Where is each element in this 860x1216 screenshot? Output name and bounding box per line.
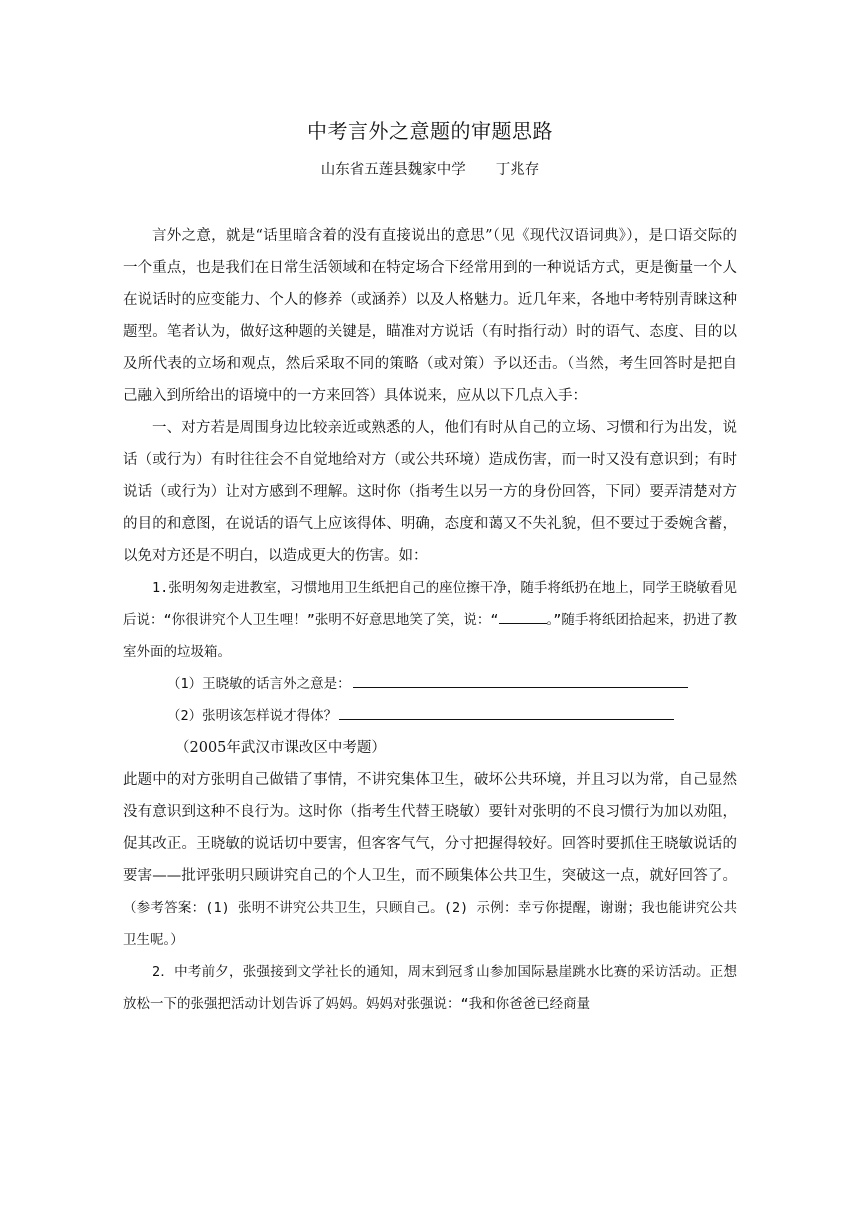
answer-line-2 <box>339 705 674 720</box>
question-source: （2005年武汉市课改区中考题） <box>175 740 386 756</box>
author-line <box>0 158 860 179</box>
question-one-text: 1.张明匆匆走进教室，习惯地用卫生纸把自己的座位擦干净，随手将纸扔在地上，同学王晓敏看见后说：“你很讲究个人卫生哩！”张明不好意思地笑了笑，说：“ <box>123 580 737 628</box>
question-one-sub1 <box>123 668 737 700</box>
analysis-paragraph <box>123 764 737 956</box>
author-name: 丁兆存 <box>495 162 540 178</box>
intro-paragraph: 言外之意，就是“话里暗含着的没有直接说出的意思”（见《现代汉语词典》），是口语交际的一个重点，也是我们在日常生活领域和在特定场合下经常用到的一种说话方式，更是衡量一个人在说话时的应变能力、个人的修养（或涵养）以及人格魅力。近几年来，各地中考特别青睐这种题型。笔者认为，做好这种题的关键是，瞄准对方说话（有时指行动）时的语气、态度、目的以及所代表的立场和观点，然后采取不同的策略（或对策）予以还击。（当然，考生回答时是把自己融入到所给出的语境中的一方来回答）具体说来，应从以下几点入手： <box>123 228 737 404</box>
analysis-text: 此题中的对方张明自己做错了事情，不讲究集体卫生，破坏公共环境，并且习以为常，自己显然没有意识到这种不良行为。这时你（指考生代替王晓敏）要针对张明的不良习惯行为加以劝阻，促其改正。王晓敏的说话切中要害，但客客气气，分寸把握得较好。回答时要抓住王晓敏说话的要害——批评张明只顾讲究自己的个人卫生，而不顾集体公共卫生，突破这一点，就好回答了。 <box>123 772 737 884</box>
point-one-paragraph: 一、对方若是周围身边比较亲近或熟悉的人，他们有时从自己的立场、习惯和行为出发，说话（或行为）有时往往会不自觉地给对方（或公共环境）造成伤害，而一时又没有意识到；有时说话（或行为）让对方感到不理解。这时你（指考生以另一方的身份回答，下同）要弄清楚对方的目的和意图，在说话的语气上应该得体、明确，态度和蔼又不失礼貌，但不要过于委婉含蓄，以免对方还是不明白，以造成更大的伤害。如： <box>123 420 737 564</box>
question-two: 2．中考前夕，张强接到文学社长的通知，周末到冠豸山参加国际悬崖跳水比赛的采访活动。正想放松一下的张强把活动计划告诉了妈妈。妈妈对张强说：“我和你爸爸已经商量 <box>123 964 737 1012</box>
sub1-label: （1）王晓敏的话言外之意是： <box>167 676 351 692</box>
reference-answer: （参考答案：(1) 张明不讲究公共卫生，只顾自己。(2) 示例：幸亏你提醒，谢谢；我也能讲究公共卫生呢。） <box>123 900 737 948</box>
document-body <box>123 220 737 1020</box>
sub2-label: （2）张明该怎样说才得体？ <box>167 708 338 724</box>
question-one <box>123 572 737 668</box>
author-school: 山东省五莲县魏家中学 <box>320 162 466 178</box>
question-one-text-end: 。”随手将纸团拾起来，扔进了教室外面的垃圾箱。 <box>123 612 737 660</box>
document-title: 中考言外之意题的审题思路 <box>307 119 553 143</box>
question-one-sub2 <box>123 700 737 732</box>
answer-line-1 <box>353 673 688 688</box>
answer-blank <box>499 609 547 624</box>
